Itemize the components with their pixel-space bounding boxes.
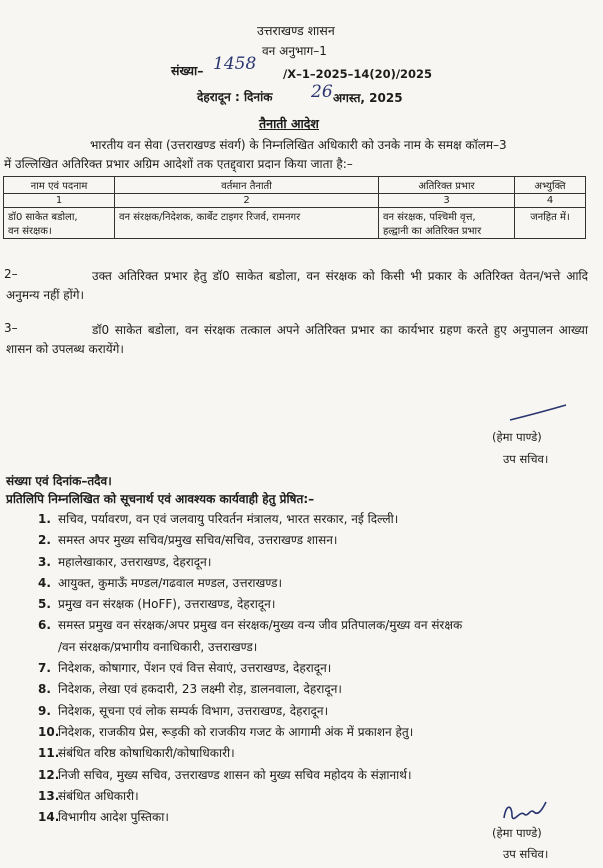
list-item-number: 11. (38, 746, 60, 761)
list-item-number: 12. (38, 767, 60, 782)
list-item-text: /वन संरक्षक/प्रभागीय वनाधिकारी, उत्तराखण्ड। (58, 639, 258, 654)
paragraph-3-text: डॉ0 साकेत बडोला, वन संरक्षक तत्काल अपने अतिरिक्त प्रभार का कार्यभार ग्रहण करते हुए अनुपालन आख्या शासन को उपलब्ध करायेंगे। (6, 323, 588, 356)
list-item (38, 679, 462, 700)
government-name: उत्तराखण्ड शासन (257, 23, 335, 38)
list-item-number: 6. (38, 618, 51, 633)
additional-charge-line-2: हल्द्वानी का अतिरिक्त प्रभार (383, 226, 482, 237)
signatory-2-designation: उप सचिव। (503, 847, 549, 861)
list-item (38, 743, 462, 764)
list-item (38, 722, 462, 743)
date-day-handwritten: 26 (311, 82, 333, 102)
signatory-2-name: (हेमा पाण्डे) (492, 826, 542, 840)
list-item-text: विभागीय आदेश पुस्तिका। (58, 810, 169, 825)
paragraph-3-number: 3– (4, 321, 18, 335)
handwritten-signature (500, 798, 550, 828)
date-prefix: देहरादून : दिनांक (197, 90, 273, 104)
signatory-designation: उप सचिव। (503, 452, 549, 466)
table-header-row (4, 177, 586, 194)
list-item-text: महालेखाकार, उत्तराखण्ड, देहरादून। (58, 554, 212, 569)
list-item-text: निजी सचिव, मुख्य सचिव, उत्तराखण्ड शासन को मुख्य सचिव महोदय के संज्ञानार्थ। (58, 767, 412, 782)
list-item-number: 13. (38, 788, 60, 803)
list-item-number: 1. (38, 512, 51, 526)
table-header-cell: नाम एवं पदनाम (4, 177, 115, 194)
list-item-text: संबंधित वरिष्ठ कोषाधिकारी/कोषाधिकारी। (58, 746, 235, 761)
list-item-text: निदेशक, राजकीय प्रेस, रूड़की को राजकीय गजट के आगामी अंक में प्रकाशन हेतु। (58, 724, 414, 739)
list-item-text: समस्त प्रमुख वन संरक्षक/अपर प्रमुख वन संरक्षक/मुख्य वन्य जीव प्रतिपालक/मुख्य वन संरक्षक (58, 618, 463, 633)
list-item-number: 4. (38, 575, 51, 590)
list-item-text: संबंधित अधिकारी। (58, 788, 139, 803)
posting-table (3, 176, 586, 239)
distribution-heading: प्रतिलिपि निम्नलिखित को सूचनार्थ एवं आवश्यक कार्यवाही हेतु प्रेषित:– (6, 492, 315, 506)
list-item (38, 786, 462, 807)
list-item-text: निदेशक, लेखा एवं हकदारी, 23 लक्ष्मी रोड़, डालनवाला, देहरादून। (58, 682, 342, 697)
officer-name-cell (4, 208, 115, 239)
table-header-cell: अतिरिक्त प्रभार (379, 177, 515, 194)
list-item (38, 509, 462, 530)
intro-line-2: में उल्लिखित अतिरिक्त प्रभार अग्रिम आदेशों तक एतद्द्वारा प्रदान किया जाता है:– (4, 157, 353, 171)
list-item-text: निदेशक, सूचना एवं लोक सम्पर्क विभाग, उत्तराखण्ड, देहरादून। (58, 703, 329, 718)
document-title: तैनाती आदेश (259, 116, 319, 131)
officer-designation: वन संरक्षक। (8, 226, 52, 237)
list-item-number: 2. (38, 533, 51, 548)
column-number: 3 (379, 194, 515, 208)
list-item (38, 552, 462, 573)
list-item-number: 9. (38, 703, 51, 718)
additional-charge-line-1: वन संरक्षक, पश्चिमी वृत्त, (383, 212, 476, 223)
list-item-number: 7. (38, 661, 51, 676)
list-item (38, 594, 462, 615)
list-item-number: 10. (38, 724, 60, 739)
remark-cell: जनहित में। (515, 208, 586, 239)
list-item-text: प्रमुख वन संरक्षक (HoFF), उत्तराखण्ड, देहरादून। (58, 597, 276, 612)
list-item (38, 807, 462, 828)
column-number: 2 (115, 194, 379, 208)
paragraph-2-number: 2– (4, 267, 18, 281)
list-item-number: 8. (38, 682, 51, 697)
list-item (38, 530, 462, 551)
reference-line: संख्या एवं दिनांक–तदैव। (6, 474, 112, 488)
distribution-list (38, 509, 462, 828)
list-item-text: निदेशक, कोषागार, पेंशन एवं वित्त सेवाएं, उत्तराखण्ड, देहरादून। (58, 661, 332, 676)
list-item-text: समस्त अपर मुख्य सचिव/प्रमुख सचिव/सचिव, उत्तराखण्ड शासन। (58, 533, 338, 548)
order-number-label: संख्या– (171, 63, 204, 78)
order-number-handwritten: 1458 (213, 54, 257, 74)
table-row (4, 208, 586, 239)
list-item (38, 765, 462, 786)
list-item (38, 573, 462, 594)
list-item (38, 701, 462, 722)
intro-line-1: भारतीय वन सेवा (उत्तराखण्ड संवर्ग) के निम्नलिखित अधिकारी को उनके नाम के समक्ष कॉलम–3 (90, 138, 507, 152)
table-header-cell: वर्तमान तैनाती (115, 177, 379, 194)
list-item (38, 615, 462, 636)
section-name: वन अनुभाग–1 (262, 44, 327, 58)
paragraph-2-text: उक्त अतिरिक्त प्रभार हेतु डॉ0 साकेत बडोला, वन संरक्षक को किसी भी प्रकार के अतिरिक्त वेतन/भत्ते आदि अनुमन्य नहीं होंगे। (6, 269, 588, 302)
list-item-text: सचिव, पर्यावरण, वन एवं जलवायु परिवर्तन मंत्रालय, भारत सरकार, नई दिल्ली। (58, 512, 399, 526)
order-number-suffix: /X–1–2025–14(20)/2025 (283, 67, 433, 81)
additional-charge-cell (379, 208, 515, 239)
date-suffix: अगस्त, 2025 (333, 91, 403, 105)
signature-mark (508, 402, 570, 424)
table-header-cell: अभ्युक्ति (515, 177, 586, 194)
list-item-number: 3. (38, 554, 51, 569)
list-item-text: आयुक्त, कुमाऊँ मण्डल/गढवाल मण्डल, उत्तराखण्ड। (58, 575, 283, 590)
column-number: 1 (4, 194, 115, 208)
current-posting-cell: वन संरक्षक/निदेशक, कार्बेट टाइगर रिजर्व, रामनगर (115, 208, 379, 239)
table-column-number-row (4, 194, 586, 208)
list-item-number: 14. (38, 810, 60, 825)
column-number: 4 (515, 194, 586, 208)
list-item (38, 637, 462, 658)
list-item (38, 658, 462, 679)
list-item-number: 5. (38, 597, 51, 612)
officer-name: डॉ0 साकेत बडोला, (8, 212, 78, 223)
signatory-name: (हेमा पाण्डे) (492, 430, 542, 444)
